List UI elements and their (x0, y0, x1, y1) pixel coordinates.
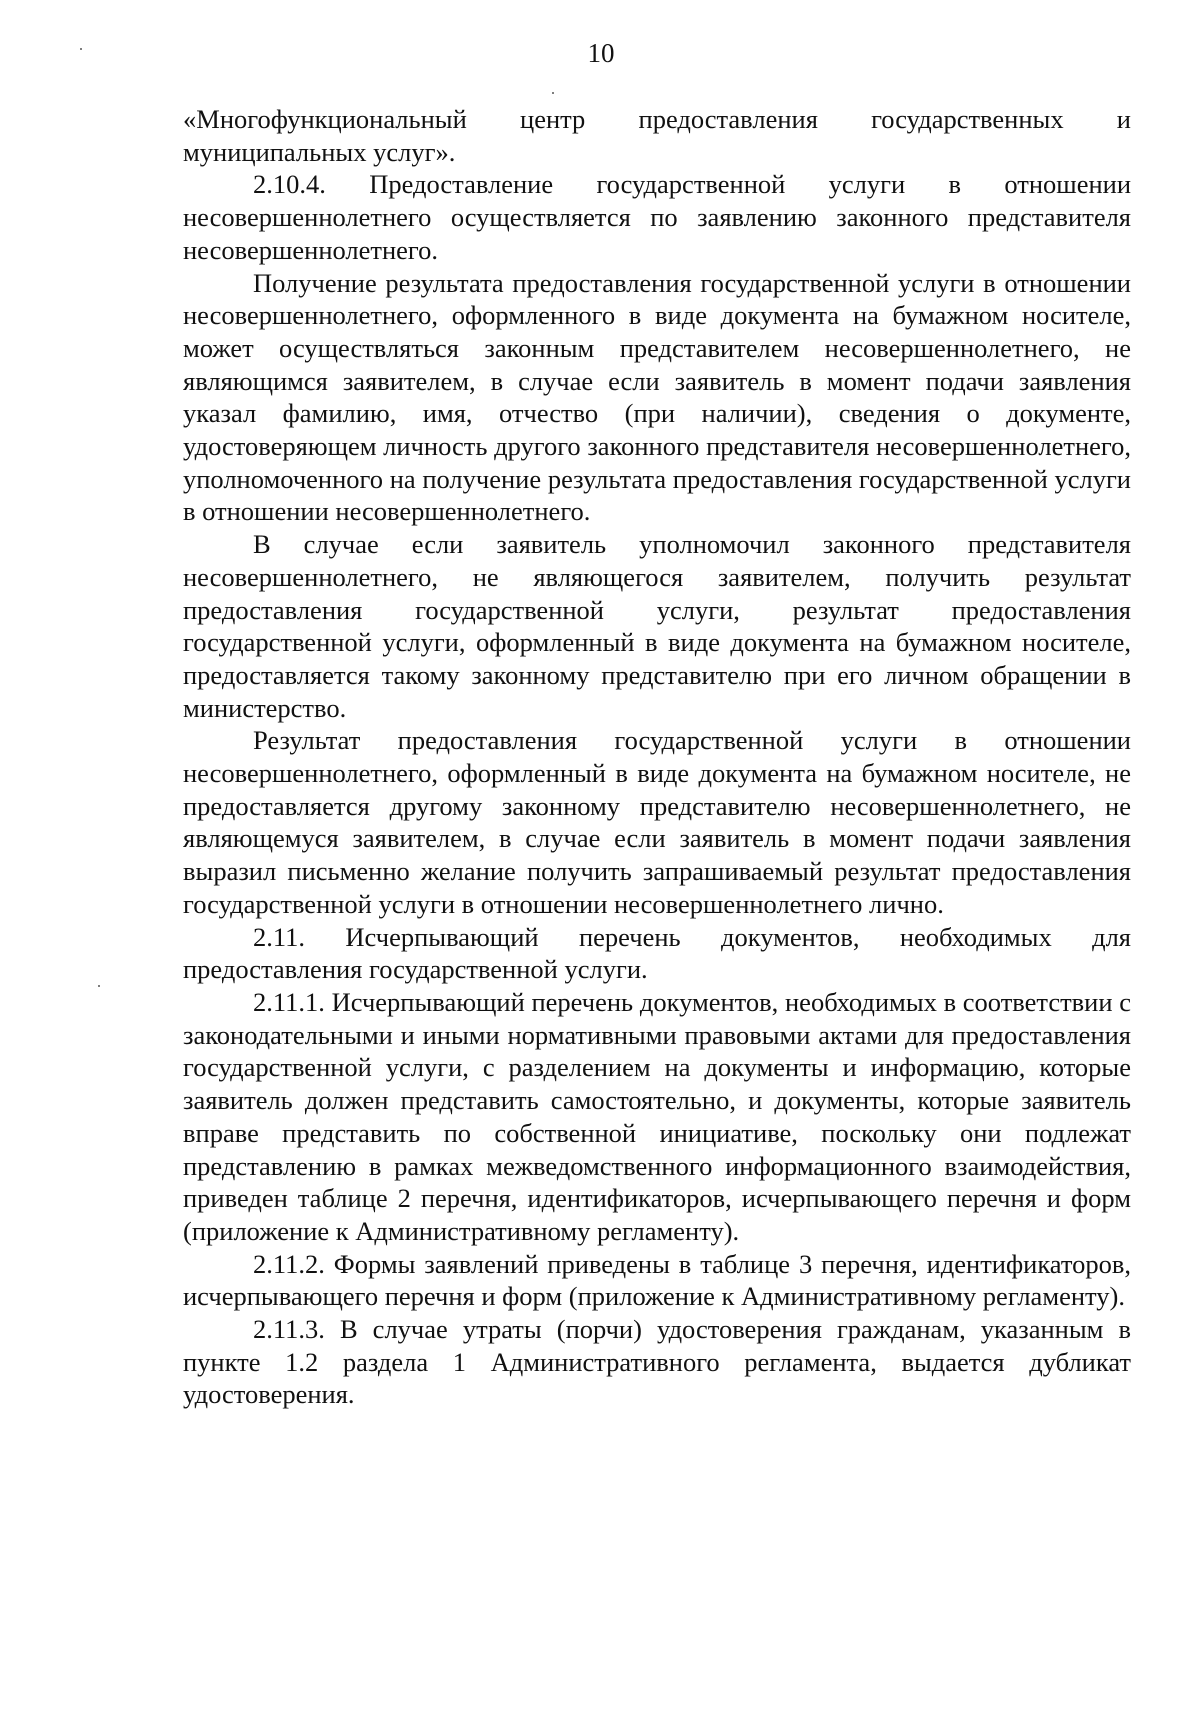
scan-speck (80, 48, 82, 50)
scan-speck (552, 92, 554, 94)
paragraph-2-11-2: 2.11.2. Формы заявлений приведены в таблице 3 перечня, идентификаторов, исчерпывающего перечня и форм (приложение к Административному регламенту). (183, 1248, 1131, 1312)
page-number: 10 (587, 38, 615, 68)
paragraph-result-receipt: Получение результата предоставления государственной услуги в отношении несовершеннолетнего, оформленного в виде документа на бумажном носителе, может осуществляться законным представителем несовершеннолетнего, не являющимся заявителем, в случае если заявитель в момент подачи заявления указал фамилию, имя, отчество (при наличии), сведения о документе, удостоверяющем личность другого законного представителя несовершеннолетнего, уполномоченного на получение результата предоставления государственной услуги в отношении несовершеннолетнего. (183, 267, 1131, 527)
scan-speck (98, 985, 100, 987)
paragraph-continuation: «Многофункциональный центр предоставления государственных и муниципальных услуг». (183, 104, 1131, 167)
paragraph-authorized-representative: В случае если заявитель уполномочил законного представителя несовершеннолетнего, не являющегося заявителем, получить результат предоставления государственной услуги, результат предоставления государственной услуги, оформленный в виде документа на бумажном носителе, предоставляется такому законному представителю при его личном обращении в министерство. (183, 529, 1131, 723)
paragraph-2-11-3: 2.11.3. В случае утраты (порчи) удостоверения гражданам, указанным в пункте 1.2 раздела 1 Административного регламента, выдается дубликат удостоверения. (183, 1314, 1131, 1410)
paragraph-2-11-1: 2.11.1. Исчерпывающий перечень документов, необходимых в соответствии с законодательными и иными нормативными правовыми актами для предоставления государственной услуги, с разделением на документы и информацию, которые заявитель должен представить самостоятельно, и документы, которые заявитель вправе представить по собственной инициативе, поскольку они подлежат представлению в рамках межведомственного информационного взаимодействия, приведен таблице 2 перечня, идентификаторов, исчерпывающего перечня и форм (приложение к Административному регламенту). (183, 986, 1131, 1246)
document-body (183, 103, 1131, 1411)
paragraph-2-10-4: 2.10.4. Предоставление государственной услуги в отношении несовершеннолетнего осуществляется по заявлению законного представителя несовершеннолетнего. (183, 169, 1131, 265)
paragraph-2-11: 2.11. Исчерпывающий перечень документов, необходимых для предоставления государственной услуги. (183, 921, 1131, 985)
paragraph-result-not-provided: Результат предоставления государственной услуги в отношении несовершеннолетнего, оформленный в виде документа на бумажном носителе, не предоставляется другому законному представителю несовершеннолетнего, не являющемуся заявителем, в случае если заявитель в момент подачи заявления выразил письменно желание получить запрашиваемый результат предоставления государственной услуги в отношении несовершеннолетнего лично. (183, 725, 1131, 919)
